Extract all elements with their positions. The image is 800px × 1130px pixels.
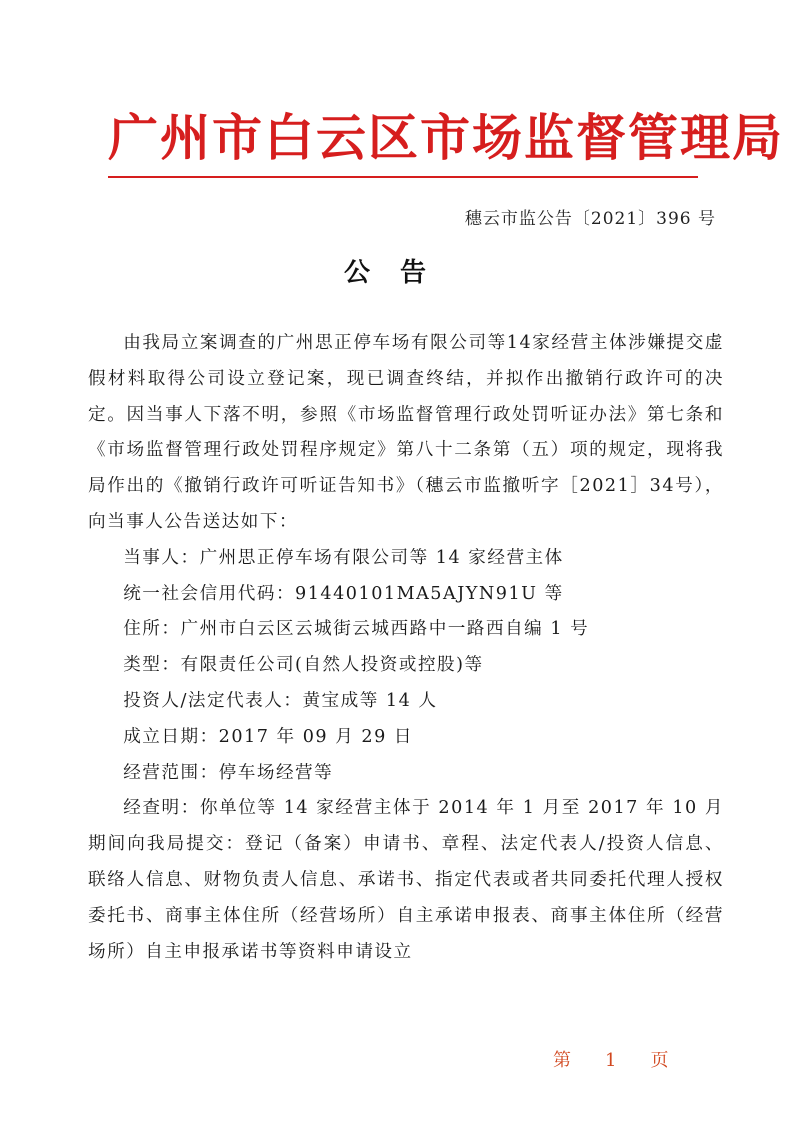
field-investor: 投资人/法定代表人：黄宝成等 14 人 (123, 690, 438, 711)
findings-paragraph: 经查明：你单位等 14 家经营主体于 2014 年 1 月至 2017 年 10 月期间向我局提交：登记（备案）申请书、章程、法定代表人/投资人信息、联络人信息、财物负责人信息、承诺书、指定代表或者共同委托代理人授权委托书、商事主体住所（经营场所）自主承诺申报表、商事主体住所（经营场所）自主申报承诺书等资料申请设立 (88, 798, 724, 962)
field-party: 当事人：广州思正停车场有限公司等 14 家经营主体 (123, 547, 564, 568)
page-number-footer (553, 1046, 668, 1072)
field-credit-code: 统一社会信用代码：91440101MA5AJYN91U 等 (123, 583, 564, 604)
field-scope: 经营范围：停车场经营等 (123, 762, 334, 783)
document-number: 穗云市监公告〔2021〕396 号 (464, 209, 716, 229)
field-address: 住所：广州市白云区云城街云城西路中一路西自编 1 号 (123, 619, 590, 640)
document-type-heading: 公告 (343, 258, 456, 288)
field-type: 类型：有限责任公司(自然人投资或控股)等 (123, 655, 484, 676)
page-number: 1 (605, 1050, 617, 1071)
field-established: 成立日期：2017 年 09 月 29 日 (123, 726, 413, 747)
document-body (88, 326, 724, 970)
issuer-title: 广州市白云区市场监督管理局 (108, 108, 784, 167)
header-divider (108, 176, 698, 178)
page-suffix: 页 (650, 1050, 669, 1071)
intro-paragraph: 由我局立案调查的广州思正停车场有限公司等14家经营主体涉嫌提交虚假材料取得公司设立登记案，现已调查终结，并拟作出撤销行政许可的决定。因当事人下落不明，参照《市场监督管理行政处罚听证办法》第七条和《市场监督管理行政处罚程序规定》第八十二条第（五）项的规定，现将我局作出的《撤销行政许可听证告知书》（穗云市监撤听字［2021］34号），向当事人公告送达如下： (88, 333, 724, 532)
page-prefix: 第 (553, 1050, 571, 1071)
